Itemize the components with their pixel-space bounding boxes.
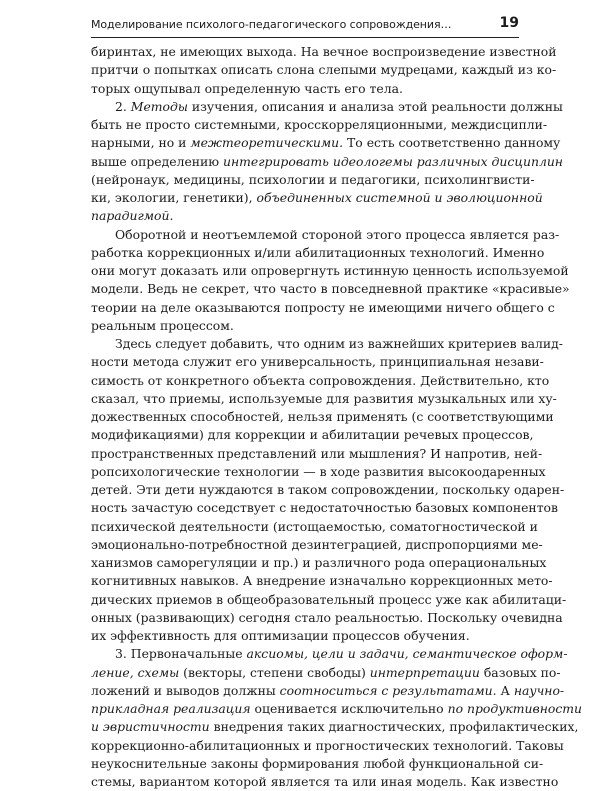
text-span: нарными, но и [91,135,191,151]
text-span: модификациями) для коррекции и абилитации речевых процессов, [91,427,534,443]
text-line [91,43,557,61]
running-header [91,15,519,38]
text-span: стемы, вариантом которой является та или иная модель. Как известно [91,774,559,789]
text-line [91,773,559,791]
text-line [91,226,560,244]
text-line [91,755,544,773]
paragraph [91,43,557,98]
text-line [91,463,546,481]
text-line [91,116,548,134]
text-span: дических приемов в общеобразовательный процесс уже как абилитаци- [91,591,567,607]
text-line [91,153,563,171]
text-span: сказал, что приемы, используемые для развития музыкальных или ху- [91,390,557,406]
italic-span: интерпретации [369,664,480,680]
text-line [91,426,534,444]
text-span: ности метода служит его универсальность, принципиальная незави- [91,354,544,370]
text-line [91,80,519,98]
text-line [91,445,543,463]
text-line [91,627,519,645]
italic-span: объединенных системной и эволюционной [256,190,543,205]
text-span: торых ощупывал определенную часть его тела. [91,80,403,96]
text-line [91,98,563,116]
text-line [91,518,538,536]
text-span: когнитивных навыков. А внедрение изначально коррекционных мето- [91,573,553,589]
text-span: Оборотной и неотъемлемой стороной этого процесса является раз- [115,226,560,242]
text-line [91,244,545,262]
text-span: ханизмов саморегуляции и пр.) и различного рода операциональных [91,555,547,570]
text-span: То есть соответственно данному [343,135,561,151]
text-span: пространственных представлений или мышления? И напротив, ней- [91,445,543,461]
text-line [91,280,570,298]
italic-span: аксиомы, цели и задачи, семантическое оформ- [246,646,568,662]
italic-span: научно- [513,682,565,698]
text-line [91,262,569,280]
text-line [91,609,563,627]
text-line [91,390,557,408]
text-line [91,61,557,79]
text-span: биринтах, не имеющих выхода. На вечное воспроизведение известной [91,44,557,59]
italic-span: ление, схемы [91,664,180,680]
text-span: коррекционно-абилитационных и прогностических технологий. Таковы [91,737,564,753]
text-span: работка коррекционных и/или абилитационных технологий. Именно [91,244,545,260]
paragraph [91,335,567,645]
page-number: 19 [499,15,519,31]
text-span: неукоснительные законы формирования любой функциональной си- [91,755,544,771]
text-span: (нейронаук, медицины, психологии и педагогики, психолингвисти- [91,171,535,187]
text-span: детей. Эти дети нуждаются в таком сопровождении, поскольку одарен- [91,482,565,497]
text-line [91,189,543,207]
text-span: Здесь следует добавить, что одним из важнейших критериев валид- [115,336,563,351]
text-line [91,481,565,499]
text-span: они могут доказать или опровергнуть истинную ценность используемой [91,263,569,278]
text-span: ность зачастую соседствует с недостаточностью базовых компонентов [91,500,558,516]
italic-span: соотноситься с результатами. [279,682,497,698]
text-span: базовых по- [479,664,561,680]
text-line [91,645,568,663]
text-span: их эффективность для оптимизации процессов обучения. [91,628,470,643]
text-span: внедрения таких диагностических, профилактических, [209,719,579,735]
text-line [91,207,519,225]
italic-span: парадигмой. [91,208,174,224]
text-line [91,591,567,609]
paragraph [91,645,583,791]
text-line [91,408,554,426]
text-line [91,572,553,590]
text-span: 3. Первоначальные [115,646,247,662]
text-span: эмоционально-потребностной дезинтеграцией, диспропорциями ме- [91,536,543,552]
text-line [91,718,579,736]
text-span: симость от конкретного объекта сопровождения. Действительно, кто [91,372,550,388]
text-line [91,335,563,353]
text-line [91,682,565,700]
text-span: А [496,682,514,698]
text-span: 2. [115,98,131,114]
text-span: оценивается исключительно [250,701,448,716]
text-line [91,171,535,189]
italic-span: Методы [130,98,188,114]
text-span: ки, экологии, генетики), [91,190,257,205]
text-line [91,499,558,517]
text-span: изучения, описания и анализа этой реальности должны [187,98,563,114]
text-line [91,536,543,554]
text-line [91,353,544,371]
text-span: быть не просто системными, кросскорреляционными, междисципли- [91,117,548,132]
text-span: ложений и выводов должны [91,682,280,698]
text-span: модели. Ведь не секрет, что часто в повседневной практике «красивые» [91,281,570,297]
text-span: притчи о попытках описать слона слепыми мудрецами, каждый из ко- [91,62,557,78]
text-span: дожественных способностей, нельзя применять (с соответствующими [91,409,554,424]
paragraph [91,226,570,336]
text-span: психической деятельности (истощаемостью, соматогностической и [91,518,538,534]
text-span: (векторы, степени свободы) [179,664,370,680]
text-span: онных (развивающих) сегодня стало реальностью. Поскольку очевидна [91,609,563,625]
text-line [91,700,583,718]
text-line [91,134,561,152]
text-line [91,299,555,317]
text-line [91,554,547,572]
text-span: ропсихологические технологии — в ходе развития высокоодаренных [91,463,546,479]
italic-span: и эвристичности [91,719,210,735]
body-text [91,43,583,791]
italic-span: прикладная реализация [91,701,251,716]
italic-span: межтеоретическими. [190,135,344,151]
text-line [91,737,564,755]
italic-span: интегрировать идеологемы различных дисциплин [223,153,563,169]
text-span: теории на деле оказываются попросту не имеющими ничего общего с [91,299,555,315]
text-span: реальным процессом. [91,317,234,333]
italic-span: по продуктивности [447,701,583,716]
running-title: Моделирование психолого-педагогического сопровождения… [91,18,452,31]
text-span: выше определению [91,153,224,169]
text-line [91,317,519,335]
paragraph [91,98,563,226]
text-line [91,372,550,390]
text-line [91,664,561,682]
